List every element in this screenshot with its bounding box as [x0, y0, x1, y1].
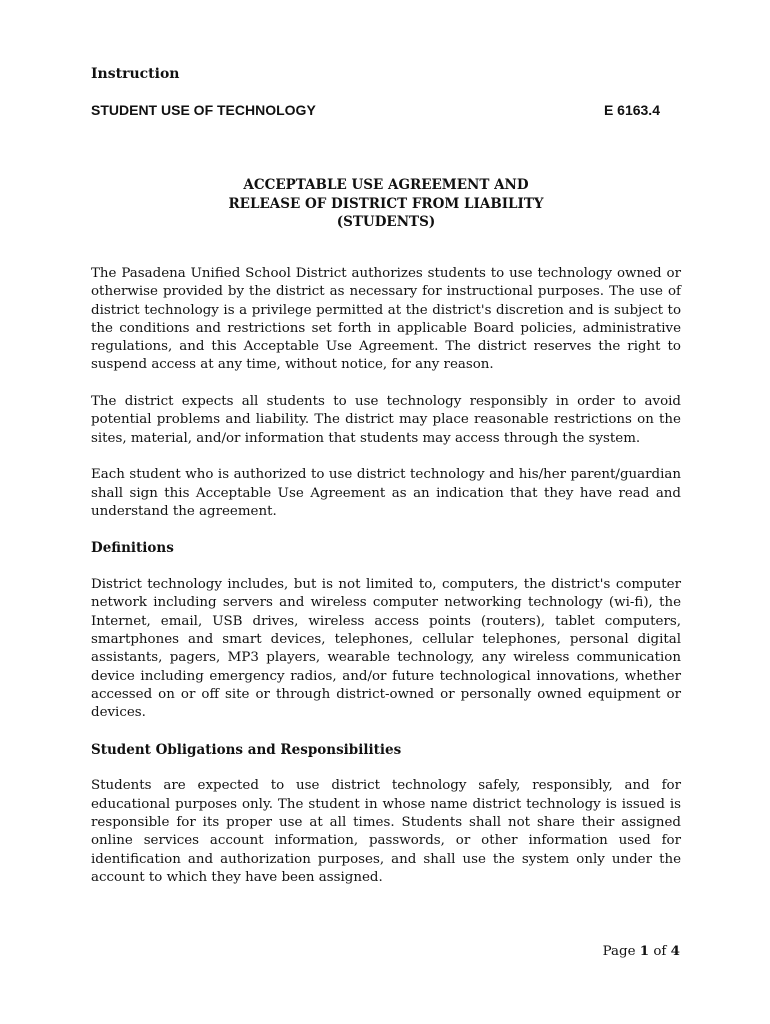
paragraph-obligations: Students are expected to use district technology safely, responsibly, and for educational purposes only. The student in whose name district technology is issued is responsible for its proper use at all times. Students shall not share their assigned online services account information, passwords, or other information used for identification and authorization purposes, and shall use the system only under the account to which they have been assigned. [91, 778, 681, 885]
policy-code: E 6163.4 [603, 102, 660, 118]
paragraph-expectations: The district expects all students to use technology responsibly in order to avoid potential problems and liability. The district may place reasonable restrictions on the sites, material, and/or information that students may access through the system. [91, 394, 681, 446]
page-of: of [653, 944, 667, 959]
paragraph-signature: Each student who is authorized to use district technology and his/her parent/guardian shall sign this Acceptable Use Agreement as an indication that they have read and understand the agreement. [91, 467, 681, 519]
page-total: 4 [670, 943, 680, 959]
heading-obligations: Student Obligations and Responsibilities [91, 741, 402, 758]
document-body [91, 265, 681, 905]
policy-title: STUDENT USE OF TECHNOLOGY [91, 102, 316, 118]
paragraph-authorization: The Pasadena Unified School District authorizes students to use technology owned or otherwise provided by the district as necessary for instructional purposes. The use of district technology is a privilege permitted at the district's discretion and is subject to the conditions and restrictions set forth in applicable Board policies, administrative regulations, and this Acceptable Use Agreement. The district reserves the right to suspend access at any time, without notice, for any reason. [91, 266, 681, 373]
paragraph-definitions: District technology includes, but is not limited to, computers, the district's computer network including servers and wireless computer networking technology (wi-fi), the Internet, email, USB drives, wireless access points (routers), tablet computers, smartphones and smart devices, telephones, cellular telephones, personal digital assistants, pagers, MP3 players, wearable technology, any wireless communication device including emergency radios, and/or future technological innovations, whether accessed on or off site or through district-owned or personally owned equipment or devices. [91, 577, 681, 721]
title-line-2: RELEASE OF DISTRICT FROM LIABILITY [228, 195, 544, 212]
title-line-1: ACCEPTABLE USE AGREEMENT AND [243, 177, 529, 193]
document-title [91, 176, 681, 232]
page-current: 1 [639, 943, 650, 959]
section-kicker: Instruction [91, 66, 180, 82]
page-number [603, 943, 680, 959]
heading-definitions: Definitions [91, 540, 174, 557]
page-label: Page [602, 944, 636, 959]
title-line-3: (STUDENTS) [336, 214, 436, 230]
policy-header [91, 102, 660, 118]
